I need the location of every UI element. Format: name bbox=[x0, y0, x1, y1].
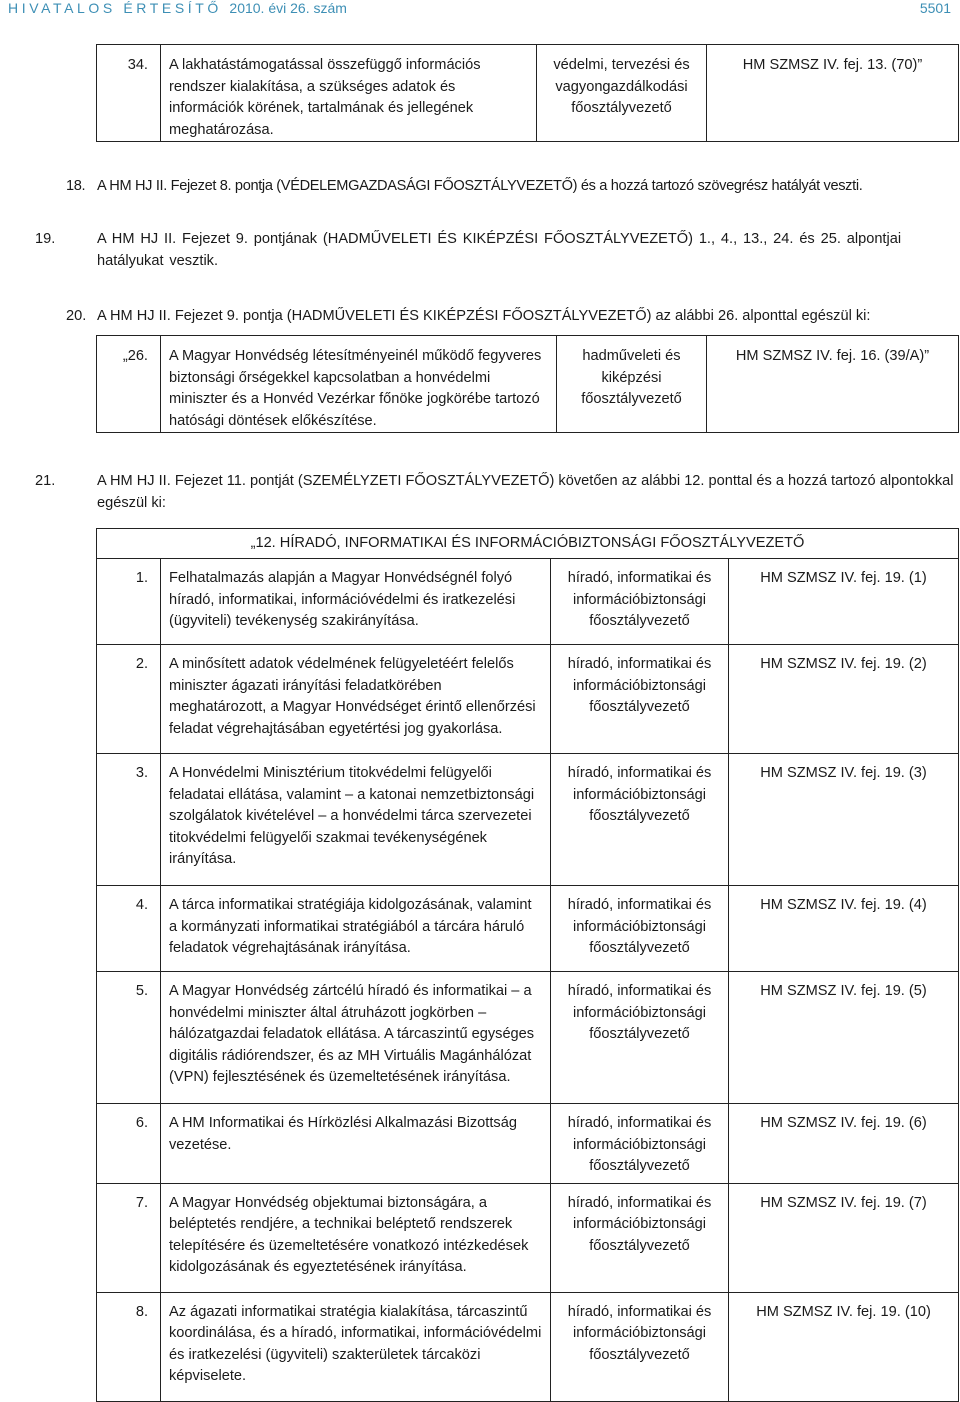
table-row bbox=[97, 645, 959, 754]
responsible-officer: híradó, informatikai és információbiztonsági főosztályvezető bbox=[551, 1183, 729, 1292]
table-row bbox=[97, 754, 959, 886]
row-number: 2. bbox=[97, 645, 161, 754]
paragraph-text: A HM HJ II. Fejezet 9. pontjának (HADMŰVELETI ÉS KIKÉPZÉSI FŐOSZTÁLYVEZETŐ) 1., 4., 13., 24. és 25. alpontjai hatályukat vesztik. bbox=[97, 231, 902, 269]
responsible-officer: híradó, informatikai és információbiztonsági főosztályvezető bbox=[551, 1292, 729, 1401]
table-row bbox=[97, 886, 959, 972]
paragraph-18 bbox=[66, 175, 862, 197]
paragraph-number: 18. bbox=[66, 178, 86, 194]
new-subpoint-table bbox=[96, 335, 959, 433]
paragraph-20 bbox=[66, 305, 870, 327]
responsible-officer: híradó, informatikai és információbiztonsági főosztályvezető bbox=[551, 1104, 729, 1184]
row-number: 7. bbox=[97, 1183, 161, 1292]
responsible-officer: híradó, informatikai és információbiztonsági főosztályvezető bbox=[551, 645, 729, 754]
regulation-reference: HM SZMSZ IV. fej. 16. (39/A)” bbox=[707, 336, 959, 433]
task-description: Felhatalmazás alapján a Magyar Honvédségnél folyó híradó, informatikai, információvédelmi és iratkezelési (ügyviteli) tevékenység szakirányítása. bbox=[161, 559, 551, 645]
responsible-officer: híradó, informatikai és információbiztonsági főosztályvezető bbox=[551, 886, 729, 972]
section-title: „12. HÍRADÓ, INFORMATIKAI ÉS INFORMÁCIÓBIZTONSÁGI FŐOSZTÁLYVEZETŐ bbox=[97, 529, 959, 559]
table-title-row bbox=[97, 529, 959, 559]
paragraph-text: A HM HJ II. Fejezet 11. pontját (SZEMÉLYZETI FŐOSZTÁLYVEZETŐ) követően az alábbi 12. ponttal és a hozzá tartozó alpontokkal egészül ki: bbox=[97, 473, 954, 511]
table-row bbox=[97, 336, 959, 433]
row-number: 3. bbox=[97, 754, 161, 886]
regulation-reference: HM SZMSZ IV. fej. 13. (70)” bbox=[707, 45, 959, 142]
task-description: A lakhatástámogatással összefüggő információs rendszer kialakítása, a szükséges adatok és információk körének, tartalmának és jellegének meghatározása. bbox=[161, 45, 537, 142]
responsible-officer: híradó, informatikai és információbiztonsági főosztályvezető bbox=[551, 972, 729, 1104]
row-number: 1. bbox=[97, 559, 161, 645]
regulation-reference: HM SZMSZ IV. fej. 19. (6) bbox=[729, 1104, 959, 1184]
paragraph-19 bbox=[35, 228, 958, 272]
table-row bbox=[97, 45, 959, 142]
responsible-officer: híradó, informatikai és információbiztonsági főosztályvezető bbox=[551, 559, 729, 645]
paragraph-21 bbox=[35, 470, 958, 514]
task-description: A Magyar Honvédség objektumai biztonságára, a beléptetés rendjére, a technikai beléptető rendszerek telepítésére és üzemeltetésére vonatkozó intézkedések kidolgozásának és egyeztetésének irányítása. bbox=[161, 1183, 551, 1292]
row-number: 34. bbox=[97, 45, 161, 142]
row-number: 5. bbox=[97, 972, 161, 1104]
row-number: 6. bbox=[97, 1104, 161, 1184]
task-description: A Honvédelmi Minisztérium titokvédelmi felügyelői feladatai ellátása, valamint – a katonai nemzetbiztonsági szolgálatok kivételével – a honvédelmi tárca szervezetei titokvédelmi felügyelői szakmai tevékenységének irányítása. bbox=[161, 754, 551, 886]
task-description: A Magyar Honvédség létesítményeinél működő fegyveres biztonsági őrségekkel kapcsolatban a honvédelmi miniszter és a Honvéd Vezérkar főnöke jogkörébe tartozó hatósági döntések előkészítése. bbox=[161, 336, 557, 433]
regulation-reference: HM SZMSZ IV. fej. 19. (2) bbox=[729, 645, 959, 754]
responsibility-table-continued bbox=[96, 44, 959, 142]
paragraph-number: 19. bbox=[35, 231, 56, 247]
running-header bbox=[0, 0, 960, 18]
task-description: A tárca informatikai stratégiája kidolgozásának, valamint a kormányzati informatikai stratégiából a tárcára háruló feladatok végrehajtásának irányítása. bbox=[161, 886, 551, 972]
regulation-reference: HM SZMSZ IV. fej. 19. (1) bbox=[729, 559, 959, 645]
paragraph-text: A HM HJ II. Fejezet 9. pontja (HADMŰVELETI ÉS KIKÉPZÉSI FŐOSZTÁLYVEZETŐ) az alábbi 26. alponttal egészül ki: bbox=[97, 308, 871, 324]
row-number: „26. bbox=[97, 336, 161, 433]
task-description: Az ágazati informatikai stratégia kialakítása, tárcaszintű koordinálása, és a híradó, informatikai, információvédelmi és iratkezelési (ügyviteli) szakterületek tárcaközi képviselete. bbox=[161, 1292, 551, 1401]
task-description: A HM Informatikai és Hírközlési Alkalmazási Bizottság vezetése. bbox=[161, 1104, 551, 1184]
regulation-reference: HM SZMSZ IV. fej. 19. (5) bbox=[729, 972, 959, 1104]
regulation-reference: HM SZMSZ IV. fej. 19. (7) bbox=[729, 1183, 959, 1292]
paragraph-number: 21. bbox=[35, 473, 56, 489]
regulation-reference: HM SZMSZ IV. fej. 19. (10) bbox=[729, 1292, 959, 1401]
row-number: 4. bbox=[97, 886, 161, 972]
table-row bbox=[97, 972, 959, 1104]
issue-date: 2010. évi 26. szám bbox=[229, 0, 347, 16]
regulation-reference: HM SZMSZ IV. fej. 19. (3) bbox=[729, 754, 959, 886]
table-row bbox=[97, 1183, 959, 1292]
responsible-officer: hadműveleti és kiképzési főosztályvezető bbox=[557, 336, 707, 433]
responsible-officer: védelmi, tervezési és vagyongazdálkodási főosztályvezető bbox=[537, 45, 707, 142]
table-row bbox=[97, 559, 959, 645]
regulation-reference: HM SZMSZ IV. fej. 19. (4) bbox=[729, 886, 959, 972]
page-number: 5501 bbox=[919, 0, 951, 16]
responsible-officer: híradó, informatikai és információbiztonsági főosztályvezető bbox=[551, 754, 729, 886]
table-row bbox=[97, 1292, 959, 1401]
publication-title: HIVATALOS ÉRTESÍTŐ 2010. évi 26. szám bbox=[8, 0, 347, 16]
table-row bbox=[97, 1104, 959, 1184]
task-description: A Magyar Honvédség zártcélú híradó és informatikai – a honvédelmi miniszter által átruházott jogkörben – hálózatgazdai feladatok ellátása. A tárcaszintű egységes digitális rádiórendszer, és az MH Virtuális Magánhálózat (VPN) fejlesztésének és üzemeltetésének irányítása. bbox=[161, 972, 551, 1104]
task-description: A minősített adatok védelmének felügyeletéért felelős miniszter ágazati irányítási feladatkörében meghatározott, a Magyar Honvédséget érintő ellenőrzési feladat végrehajtásában egyetértési jog gyakorlása. bbox=[161, 645, 551, 754]
paragraph-number: 20. bbox=[66, 308, 87, 324]
new-point-12-table bbox=[96, 528, 959, 1402]
paragraph-text: A HM HJ II. Fejezet 8. pontja (VÉDELEMGAZDASÁGI FŐOSZTÁLYVEZETŐ) és a hozzá tartozó szövegrész hatályát veszti. bbox=[97, 178, 863, 194]
row-number: 8. bbox=[97, 1292, 161, 1401]
